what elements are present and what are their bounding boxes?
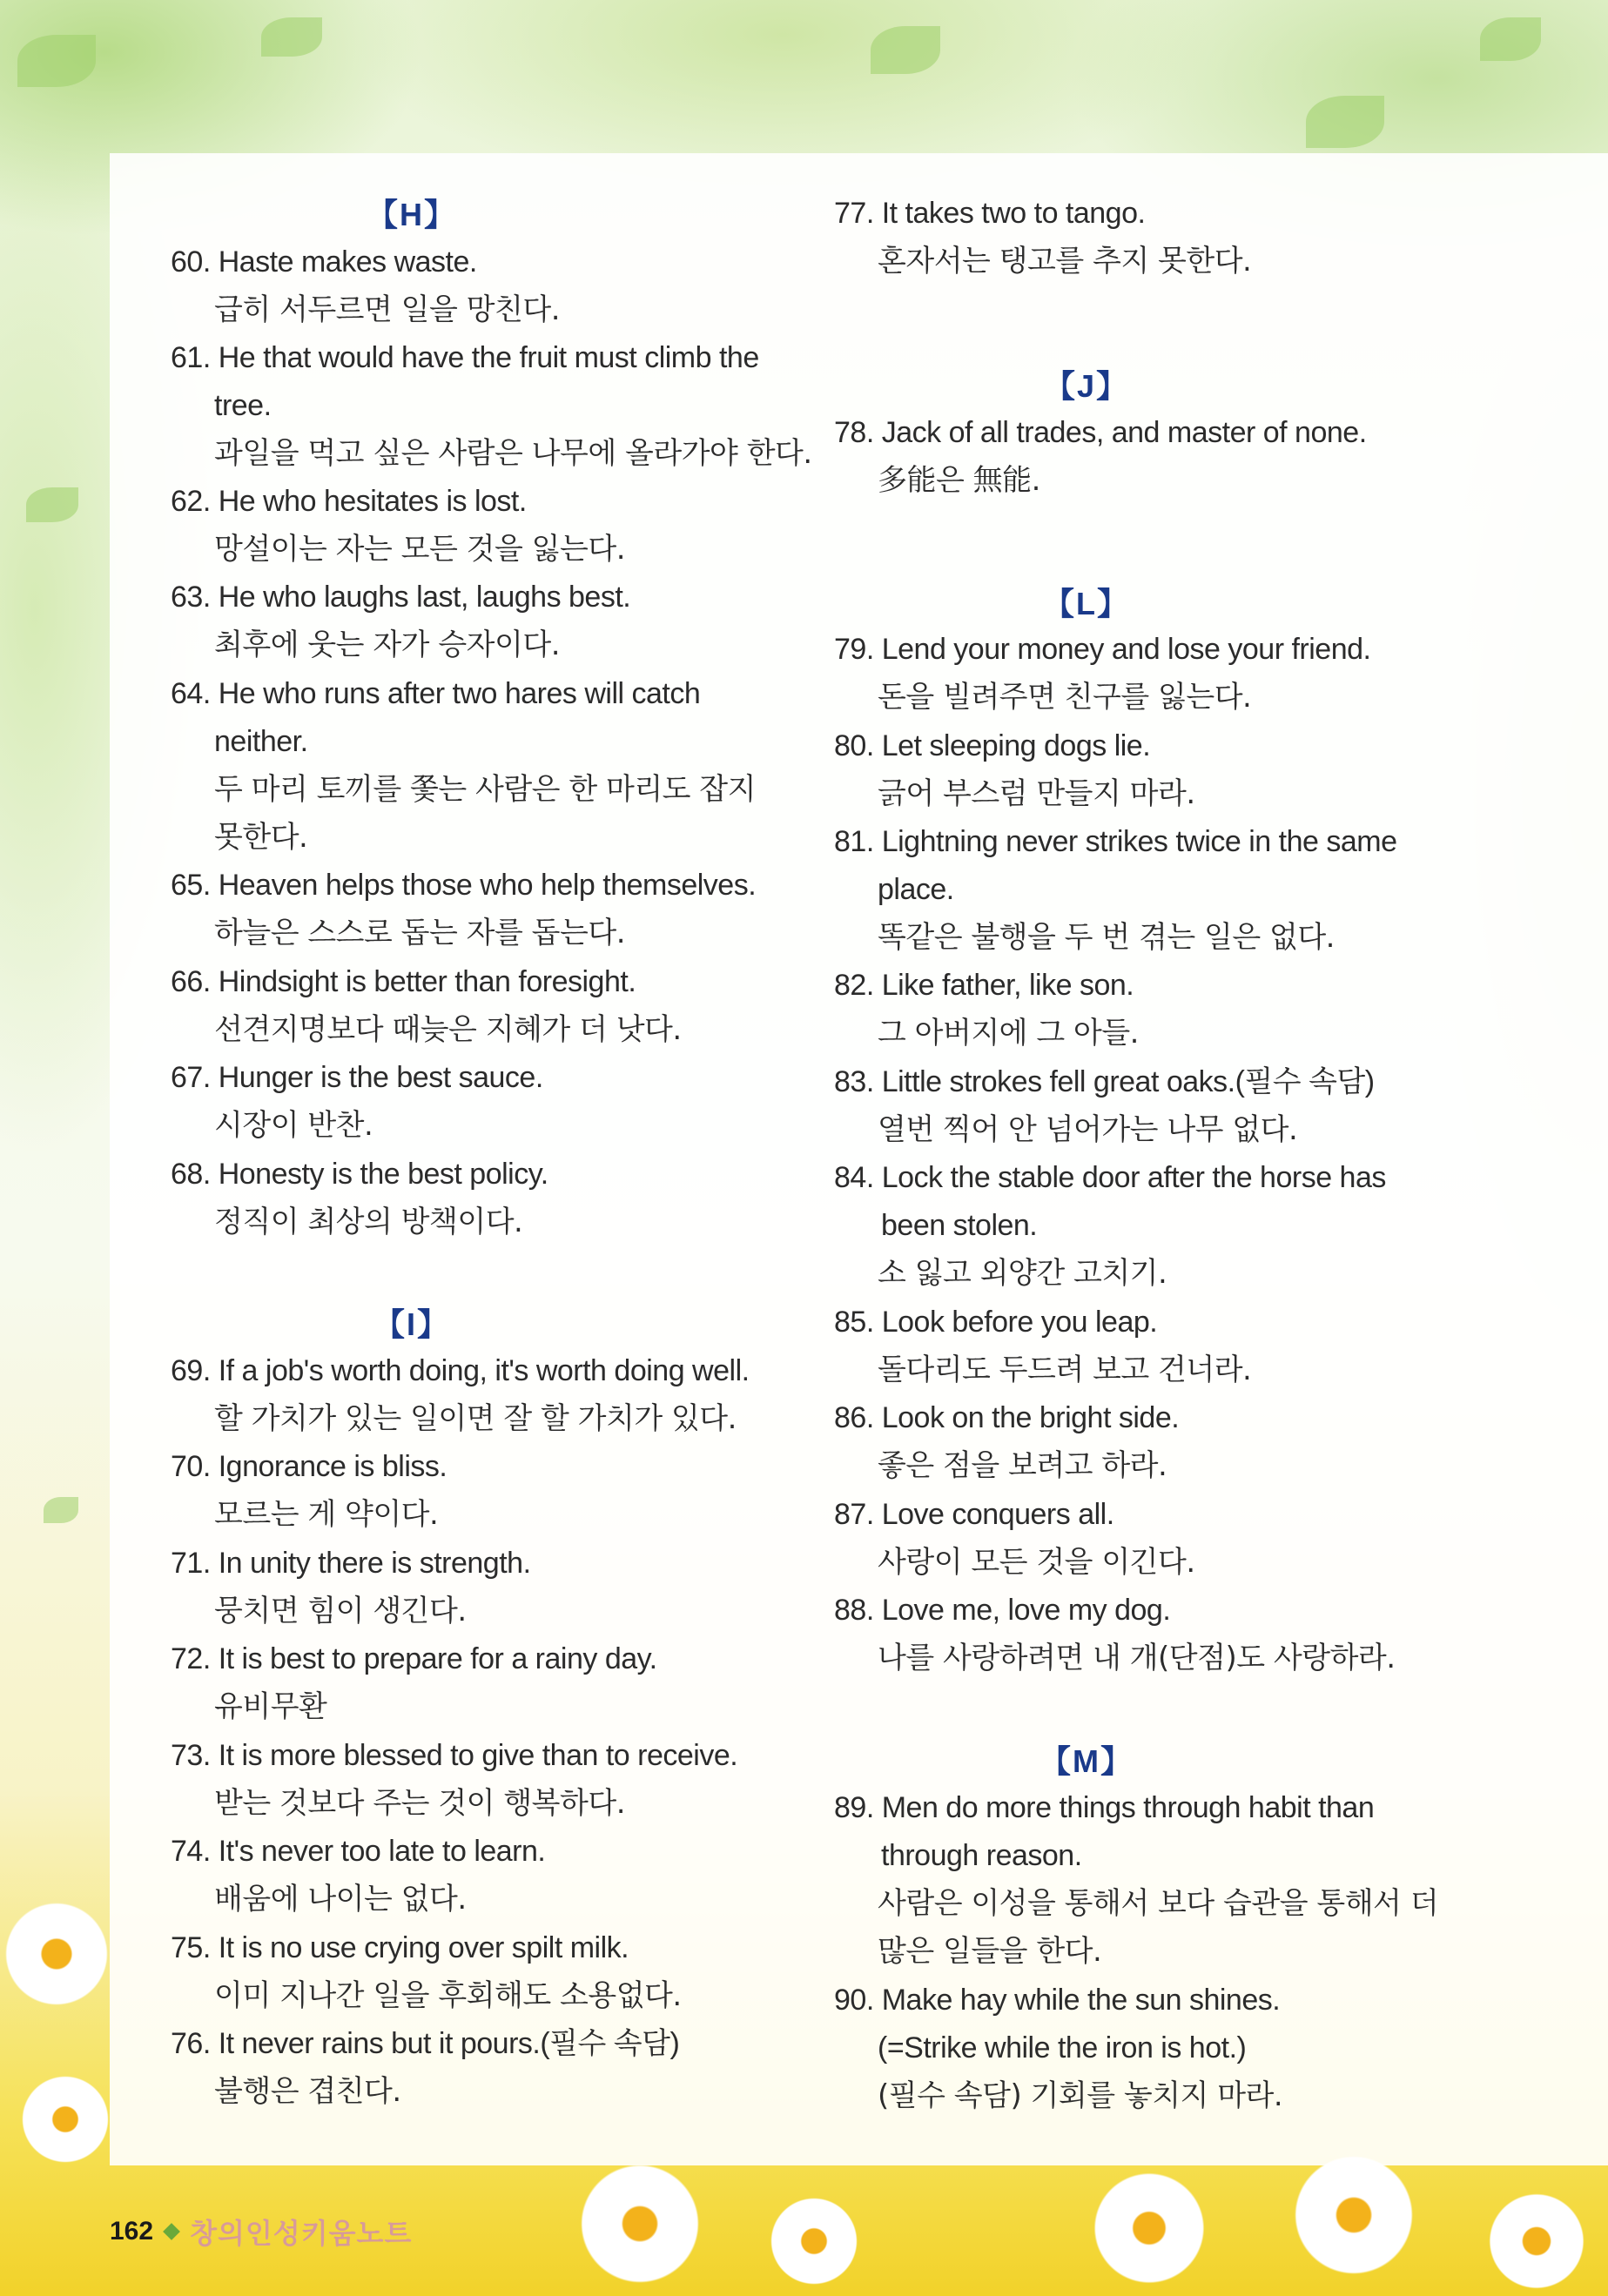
proverb-english-cont: neither.: [214, 725, 308, 758]
proverb-english: 81. Lightning never strikes twice in the same: [834, 825, 1397, 858]
leaf-decoration: [1480, 17, 1541, 61]
daisy-decoration: [575, 2158, 705, 2289]
proverb-alternative: (=Strike while the iron is hot.): [878, 2031, 1247, 2064]
proverb-korean: 최후에 웃는 자가 승자이다.: [214, 628, 561, 662]
proverb-63: [171, 574, 867, 669]
proverb-english: 74. It's never too late to learn.: [171, 1835, 546, 1868]
proverb-english: 89. Men do more things through habit than: [834, 1791, 1375, 1824]
proverb-korean: 나를 사랑하려면 내 개(단점)도 사랑하라.: [878, 1641, 1396, 1675]
proverb-korean: 불행은 겹친다.: [214, 2074, 401, 2109]
proverb-korean: 이미 지나간 일을 후회해도 소용없다.: [214, 1978, 682, 2013]
section-heading-h: 【H】: [367, 197, 457, 232]
proverb-korean: (필수 속담) 기회를 놓치지 마라.: [878, 2078, 1283, 2113]
proverb-english: 71. In unity there is strength.: [171, 1547, 531, 1580]
daisy-decoration: [0, 1897, 113, 2011]
proverb-78: [834, 409, 1565, 505]
proverb-60: [171, 238, 867, 334]
proverb-85: [834, 1299, 1565, 1394]
proverb-english: 73. It is more blessed to give than to receive.: [171, 1739, 738, 1772]
proverb-english: 88. Love me, love my dog.: [834, 1594, 1171, 1627]
proverb-korean: 선견지명보다 때늦은 지혜가 더 낫다.: [214, 1012, 682, 1047]
proverb-english: 68. Honesty is the best policy.: [171, 1158, 548, 1191]
proverb-79: [834, 626, 1565, 722]
daisy-decoration: [1480, 2193, 1593, 2289]
proverb-english-cont: been stolen.: [881, 1209, 1038, 1242]
proverb-english: 77. It takes two to tango.: [834, 197, 1146, 230]
book-title: 창의인성키움노트: [190, 2217, 413, 2250]
section-heading-j: 【J】: [1043, 368, 1130, 404]
diamond-icon: [163, 2223, 180, 2240]
proverb-72: [171, 1635, 867, 1731]
proverb-english: 76. It never rains but it pours.(필수 속담): [171, 2027, 680, 2060]
content-panel: [110, 153, 1608, 2165]
proverb-korean: 시장이 반찬.: [214, 1108, 373, 1143]
proverb-english: 86. Look on the bright side.: [834, 1401, 1180, 1434]
proverb-korean: 급히 서두르면 일을 망친다.: [214, 292, 561, 327]
proverb-english: 67. Hunger is the best sauce.: [171, 1061, 543, 1094]
proverb-english: 63. He who laughs last, laughs best.: [171, 581, 631, 614]
proverb-65: [171, 862, 867, 957]
proverb-korean: 사랑이 모든 것을 이긴다.: [878, 1545, 1195, 1580]
proverb-73: [171, 1732, 867, 1828]
proverb-69: [171, 1347, 867, 1443]
proverb-korean: 두 마리 토끼를 쫓는 사람은 한 마리도 잡지: [214, 772, 756, 807]
proverb-english: 84. Lock the stable door after the horse has: [834, 1161, 1386, 1194]
proverb-english-cont: tree.: [214, 389, 272, 422]
proverb-korean: 혼자서는 탱고를 추지 못한다.: [878, 244, 1252, 279]
proverb-korean: 뭉치면 힘이 생긴다.: [214, 1594, 467, 1628]
proverb-english: 75. It is no use crying over spilt milk.: [171, 1931, 629, 1964]
proverb-61: [171, 334, 867, 478]
proverb-korean-cont: 많은 일들을 한다.: [878, 1934, 1102, 1969]
proverb-korean: 그 아버지에 그 아들.: [878, 1016, 1139, 1051]
proverb-korean: 유비무환: [214, 1689, 327, 1724]
proverb-english: 78. Jack of all trades, and master of none.: [834, 416, 1367, 449]
leaf-decoration: [871, 26, 940, 74]
proverb-88: [834, 1587, 1565, 1682]
section-heading-i: 【I】: [373, 1306, 450, 1342]
proverb-korean: 열번 찍어 안 넘어가는 나무 없다.: [878, 1112, 1298, 1147]
daisy-decoration: [17, 2071, 113, 2167]
proverb-82: [834, 962, 1565, 1057]
proverb-english: 65. Heaven helps those who help themselves.: [171, 869, 757, 902]
proverb-korean: 모르는 게 약이다.: [214, 1497, 439, 1532]
proverb-67: [171, 1054, 867, 1150]
page-number: 162: [110, 2217, 154, 2246]
proverb-korean: 사람은 이성을 통해서 보다 습관을 통해서 더: [878, 1886, 1439, 1921]
proverb-korean: 할 가치가 있는 일이면 잘 할 가치가 있다.: [214, 1401, 737, 1436]
proverb-64: [171, 670, 867, 862]
proverb-korean: 망설이는 자는 모든 것을 잃는다.: [214, 532, 626, 567]
proverb-korean: 정직이 최상의 방책이다.: [214, 1205, 523, 1239]
proverb-english: 64. He who runs after two hares will catch: [171, 677, 701, 710]
proverb-english: 80. Let sleeping dogs lie.: [834, 729, 1151, 762]
proverb-english: 61. He that would have the fruit must climb the: [171, 341, 759, 374]
proverb-korean: 多能은 無能.: [878, 463, 1040, 498]
proverb-english: 70. Ignorance is bliss.: [171, 1450, 447, 1483]
proverb-english: 79. Lend your money and lose your friend.: [834, 633, 1371, 666]
proverb-75: [171, 1924, 867, 2020]
proverb-korean: 똑같은 불행을 두 번 겪는 일은 없다.: [878, 920, 1335, 955]
proverb-korean-cont: 못한다.: [214, 820, 308, 855]
proverb-korean: 좋은 점을 보려고 하라.: [878, 1448, 1167, 1483]
proverb-english: 69. If a job's worth doing, it's worth doing well.: [171, 1354, 750, 1387]
proverb-english: 62. He who hesitates is lost.: [171, 485, 527, 518]
proverb-english: 90. Make hay while the sun shines.: [834, 1984, 1281, 2017]
proverb-80: [834, 722, 1565, 818]
proverb-korean: 받는 것보다 주는 것이 행복하다.: [214, 1786, 626, 1821]
leaf-decoration: [17, 35, 96, 87]
proverb-84: [834, 1154, 1565, 1298]
proverb-korean: 돈을 빌려주면 친구를 잃는다.: [878, 680, 1252, 715]
page-footer: [110, 2211, 412, 2252]
proverb-83: [834, 1058, 1565, 1154]
proverb-66: [171, 958, 867, 1054]
leaf-decoration: [1306, 96, 1384, 148]
proverb-korean: 배움에 나이는 없다.: [214, 1882, 467, 1917]
proverb-74: [171, 1828, 867, 1923]
proverb-71: [171, 1540, 867, 1635]
proverb-korean: 긁어 부스럼 만들지 마라.: [878, 776, 1195, 811]
proverb-english-cont: place.: [878, 873, 954, 906]
proverb-70: [171, 1443, 867, 1539]
leaf-decoration: [44, 1497, 78, 1523]
section-heading-l: 【L】: [1043, 586, 1130, 621]
section-heading-m: 【M】: [1039, 1743, 1134, 1779]
proverb-89: [834, 1784, 1565, 1976]
proverb-76: [171, 2020, 867, 2116]
proverb-korean: 소 잃고 외양간 고치기.: [878, 1256, 1167, 1291]
proverb-english-cont: through reason.: [881, 1839, 1082, 1872]
daisy-decoration: [766, 2193, 862, 2289]
proverb-81: [834, 818, 1565, 962]
proverb-korean: 과일을 먹고 싶은 사람은 나무에 올라가야 한다.: [214, 436, 812, 471]
proverb-86: [834, 1394, 1565, 1490]
proverb-korean: 하늘은 스스로 돕는 자를 돕는다.: [214, 916, 626, 950]
proverb-90: [834, 1977, 1565, 2120]
proverb-english: 87. Love conquers all.: [834, 1498, 1114, 1531]
proverb-english: 85. Look before you leap.: [834, 1306, 1158, 1339]
proverb-english: 83. Little strokes fell great oaks.(필수 속담): [834, 1065, 1375, 1098]
proverb-korean: 돌다리도 두드려 보고 건너라.: [878, 1353, 1252, 1387]
daisy-decoration: [1288, 2150, 1419, 2280]
proverb-english: 60. Haste makes waste.: [171, 245, 477, 279]
proverb-english: 66. Hindsight is better than foresight.: [171, 965, 636, 998]
proverb-77: [834, 190, 1565, 285]
proverb-english: 82. Like father, like son.: [834, 969, 1134, 1002]
proverb-62: [171, 478, 867, 574]
proverb-68: [171, 1151, 867, 1246]
leaf-decoration: [261, 17, 322, 57]
leaf-decoration: [26, 487, 78, 522]
proverb-87: [834, 1491, 1565, 1587]
daisy-decoration: [1088, 2167, 1210, 2289]
proverb-english: 72. It is best to prepare for a rainy day.: [171, 1642, 657, 1675]
